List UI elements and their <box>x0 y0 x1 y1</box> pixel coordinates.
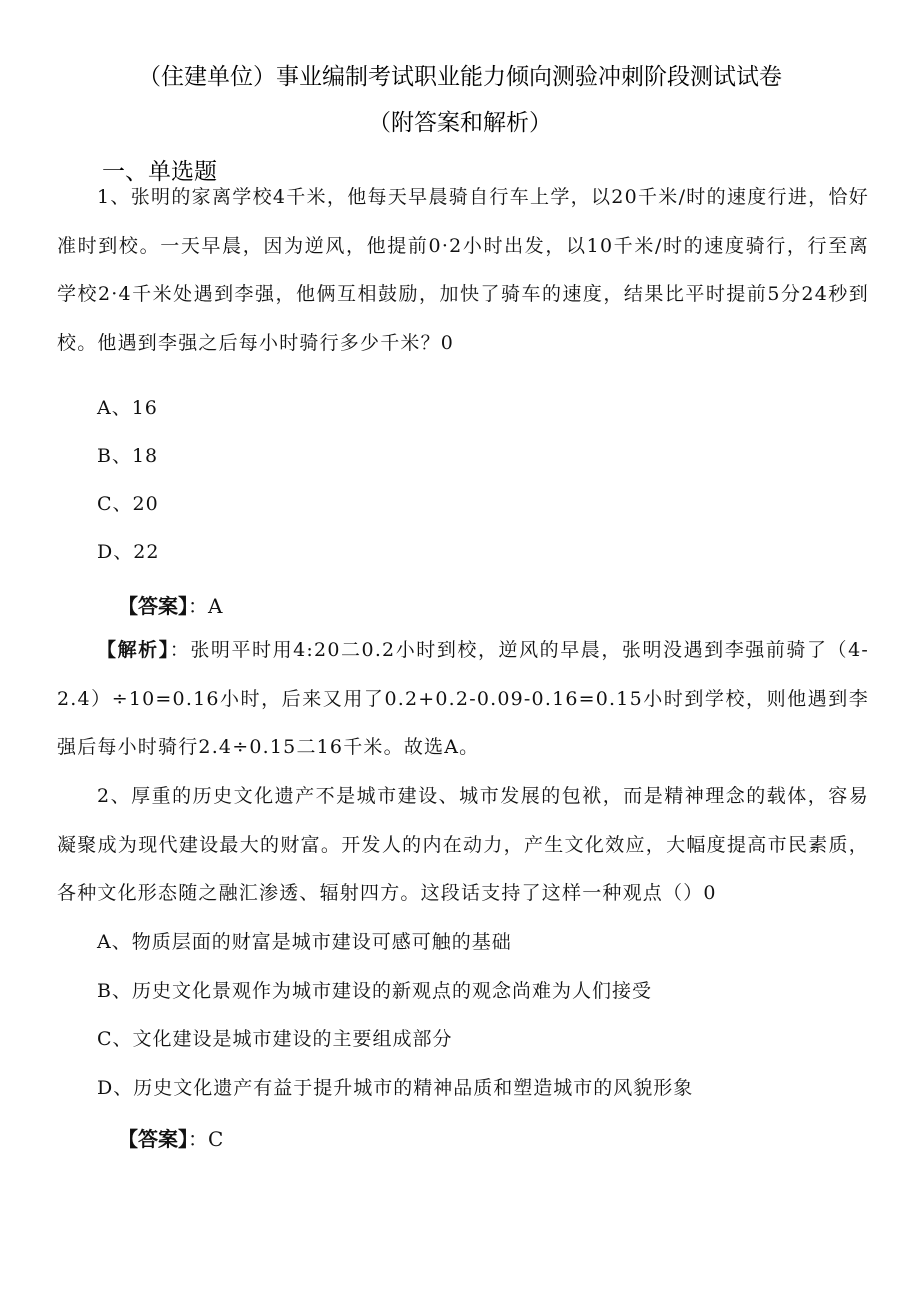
section-heading: 一、单选题 <box>102 159 217 185</box>
answer-value: ：C <box>188 1127 224 1151</box>
question-2-option-b: B、历史文化景观作为城市建设的新观点的观念尚难为人们接受 <box>97 980 652 1002</box>
document-subtitle: （附答案和解析） <box>368 110 552 136</box>
question-2-answer <box>118 1124 223 1154</box>
question-1-answer <box>118 591 222 621</box>
explanation-label: 【解析】 <box>97 639 170 661</box>
question-1-option-c: C、20 <box>97 493 159 515</box>
question-2-option-d: D、历史文化遗产有益于提升城市的精神品质和塑造城市的风貌形象 <box>97 1077 694 1099</box>
answer-value: ：A <box>188 594 223 618</box>
question-2-option-c: C、文化建设是城市建设的主要组成部分 <box>97 1028 453 1050</box>
question-2-stem: 2、厚重的历史文化遗产不是城市建设、城市发展的包袱，而是精神理念的载体，容易凝聚成为现代建设最大的财富。开发人的内在动力，产生文化效应，大幅度提高市民素质，各种文化形态随之融汇渗透、辐射四方。这段话支持了这样一种观点（）0 <box>57 785 869 904</box>
question-1-option-d: D、22 <box>97 541 160 563</box>
answer-label: 【答案】 <box>118 1127 188 1151</box>
question-1-option-b: B、18 <box>97 445 159 467</box>
explanation-text: ：张明平时用4:20二0.2小时到校，逆风的早晨，张明没遇到李强前骑了（4-2.4）÷10=0.16小时，后来又用了0.2+0.2-0.09-0.16=0.15小时到学校，则他遇到李强后每小时骑行2.4÷0.15二16千米。故选A。 <box>57 639 869 758</box>
document-title: （住建单位）事业编制考试职业能力倾向测验冲刺阶段测试试卷 <box>138 64 782 90</box>
question-1-stem: 1、张明的家离学校4千米，他每天早晨骑自行车上学，以20千米/时的速度行进，恰好准时到校。一天早晨，因为逆风，他提前0·2小时出发，以10千米/时的速度骑行，行至离学校2·4千米处遇到李强，他俩互相鼓励，加快了骑车的速度，结果比平时提前5分24秒到校。他遇到李强之后每小时骑行多少千米？0 <box>57 186 869 354</box>
answer-label: 【答案】 <box>118 594 188 618</box>
question-1-option-a: A、16 <box>97 397 158 419</box>
question-2-option-a: A、物质层面的财富是城市建设可感可触的基础 <box>97 931 512 953</box>
question-1-explanation <box>57 626 869 772</box>
